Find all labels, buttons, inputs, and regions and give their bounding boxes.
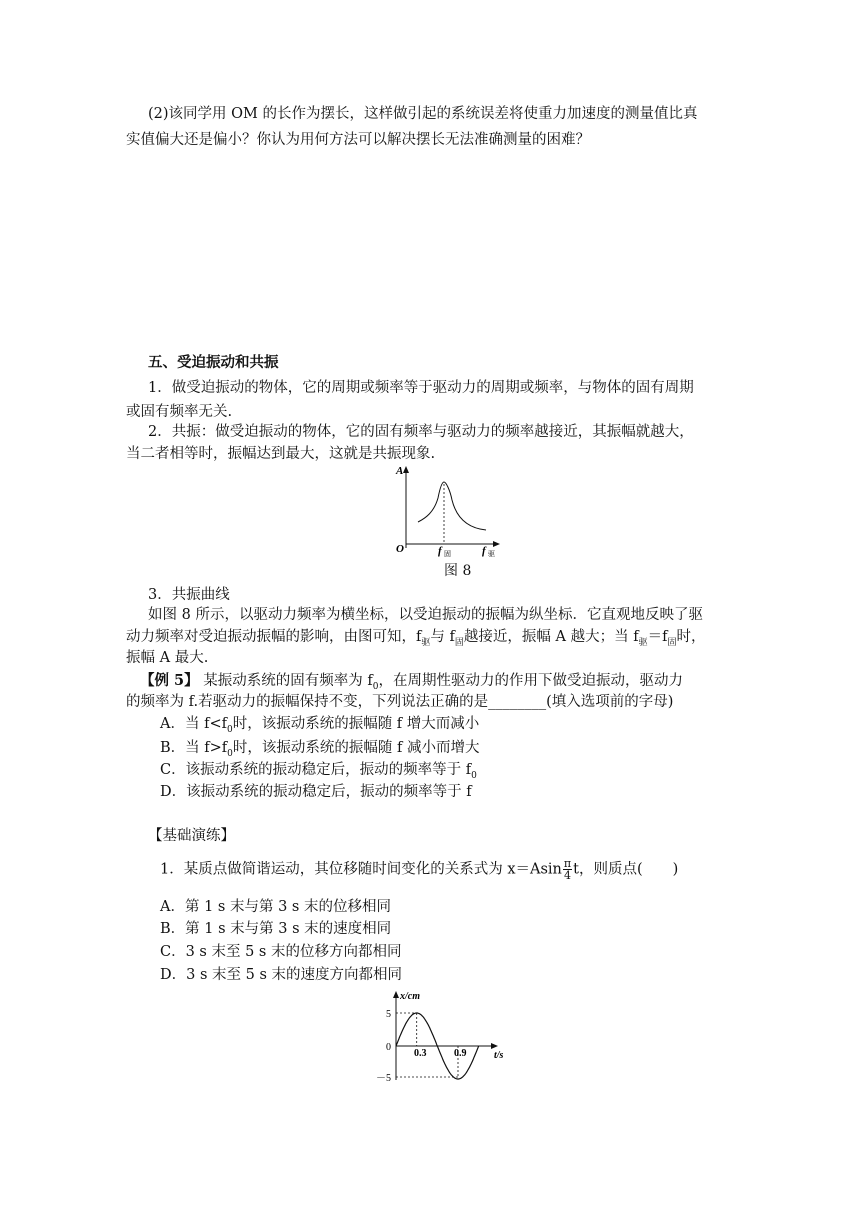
section5-p1-line2: 或固有频率无关. [126, 404, 233, 420]
example5-option-a [160, 714, 479, 740]
origin-label: O [396, 543, 404, 555]
practice-option-c: C．3 s 末至 5 s 末的位移方向都相同 [160, 944, 402, 960]
y-axis-label: x/cm [400, 991, 420, 1002]
q1-text-b: t，则质点( [573, 861, 643, 878]
section5-p2-line1: 2．共振：做受迫振动的物体，它的固有频率与驱动力的频率越接近，其振幅就越大， [148, 424, 694, 440]
example5-line2: 的频率为 f.若驱动力的振幅保持不变，下列说法正确的是________(填入选项前的字母) [126, 694, 674, 710]
x-tick-0.9: 0.9 [454, 1048, 467, 1059]
question2-line1: (2)该同学用 OM 的长作为摆长，这样做引起的系统误差将使重力加速度的测量值比真 [148, 106, 698, 122]
section5-heading: 五、受迫振动和共振 [148, 354, 279, 371]
p3-text-a: 动力频率对受迫振动振幅的影响，由图可知，f [126, 629, 422, 645]
practice-heading: 【基础演练】 [148, 828, 235, 844]
optB-text-a: B．当 f>f [160, 740, 228, 756]
p3-text-d: ＝f [647, 629, 668, 645]
p3-sub2: 固 [454, 637, 464, 648]
fraction-numerator: π [563, 857, 572, 870]
section5-p3-line1: 如图 8 所示，以驱动力频率为横坐标，以受迫振动的振幅为纵坐标．它直观地反映了驱 [148, 607, 703, 623]
y-tick-0: 0 [386, 1042, 391, 1053]
example5-label: 【例 5】 [140, 672, 199, 689]
example5-text-b: ，在周期性驱动力的作用下做受迫振动，驱动力 [378, 673, 683, 689]
y-tick-neg5: －5 [376, 1073, 391, 1084]
peak-label-sub: 固 [444, 550, 451, 558]
axis-label-A: A [396, 465, 404, 477]
optC-sub: 0 [471, 770, 477, 781]
practice-option-b: B．第 1 s 末与第 3 s 末的速度相同 [160, 921, 392, 937]
x-axis-label: t/s [494, 1050, 504, 1061]
example5-text-a: 某振动系统的固有频率为 f [198, 673, 373, 689]
question2-line2: 实值偏大还是偏小？你认为用何方法可以解决摆长无法准确测量的困难？ [126, 132, 590, 148]
p3-text-e: 时， [676, 629, 706, 645]
example5-option-d: D．该振动系统的振动稳定后，振动的频率等于 f [160, 784, 472, 800]
practice-option-a: A．第 1 s 末与第 3 s 末的位移相同 [160, 899, 391, 915]
section5-p3-line3: 振幅 A 最大. [126, 650, 209, 666]
p3-sub3: 驱 [638, 637, 648, 648]
q1-text-a: 1．某质点做简谐运动，其位移随时间变化的关系式为 x＝Asin [160, 861, 562, 878]
resonance-curve-figure [390, 462, 530, 562]
section5-p3-line2 [126, 627, 705, 653]
peak-label-f: f [438, 545, 442, 557]
example5-sub: 0 [372, 681, 379, 692]
p3-sub1: 驱 [421, 637, 431, 648]
p3-sub4: 固 [667, 637, 677, 648]
section5-p1-line1: 1．做受迫振动的物体，它的周期或频率等于驱动力的周期或频率，与物体的固有周期 [148, 380, 694, 396]
q1-text-c: ) [672, 861, 679, 878]
optC-text-a: C．该振动系统的振动稳定后，振动的频率等于 f [160, 762, 472, 778]
section5-p3-title: 3．共振曲线 [148, 587, 230, 603]
practice-option-d: D．3 s 末至 5 s 末的速度方向都相同 [160, 967, 403, 983]
optA-sub: 0 [226, 724, 233, 735]
x-axis-label-f: f [482, 545, 486, 557]
section5-p2-line2: 当二者相等时，振幅达到最大，这就是共振现象. [126, 446, 436, 462]
figure8-caption: 图 8 [444, 563, 472, 579]
optA-text-a: A．当 f<f [160, 716, 227, 732]
resonance-curve [418, 482, 486, 530]
optB-text-b: 时，该振动系统的振幅随 f 减小而增大 [232, 740, 480, 756]
pi-over-4-fraction [563, 858, 572, 881]
x-tick-0.3: 0.3 [414, 1048, 427, 1059]
y-tick-5: 5 [386, 1009, 391, 1020]
displacement-time-graph [372, 986, 522, 1086]
optB-sub: 0 [227, 748, 233, 759]
practice-q1 [160, 858, 678, 881]
p3-text-c: 越接近，振幅 A 越大；当 f [463, 629, 639, 645]
x-axis-label-sub: 驱 [488, 550, 495, 558]
p3-text-b: 与 f [430, 629, 455, 645]
fraction-denominator: 4 [564, 869, 572, 882]
optA-text-b: 时，该振动系统的振幅随 f 增大而减小 [232, 716, 480, 732]
